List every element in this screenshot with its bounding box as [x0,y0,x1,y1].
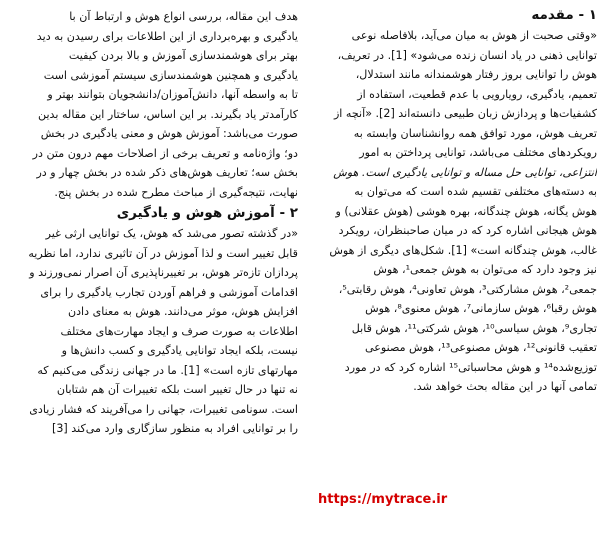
paragraph-line: هوش رقبا⁶، هوش سازمانی⁷، هوش معنوی⁸، هوش [365,302,597,315]
paragraph-line: پردازان تازه‌تر هوش، بر تغییرناپذیری آن اصرار نمی‌ورزند و [29,266,298,279]
paragraph-line: هوش یگانه، هوش چندگانه، بهره هوشی (هوش عقلانی) و [335,204,597,218]
paragraph-line: بهتر برای هوشمندسازی آموزش و بالا بردن کیفیت [68,49,298,62]
paragraph-line: هوش را توانایی بروز رفتار هوشمندانه مانند استدلال، [355,68,597,81]
paragraph-line: هوش هیجانی اشاره کرد که در میان صاحبنظران، رویکرد [338,224,597,237]
paragraph-line: مهارتهای تازه است» [1]. ما در جهانی زندگی می‌کنیم که [37,363,298,377]
paragraph-line: را بر توانایی افراد به منظور سازگاری وارد می‌کند [3] [52,422,298,435]
paragraph-line: نیست، بلکه ایجاد توانایی یادگیری و کسب دانش‌ها و [61,344,298,357]
paragraph-line: تمامی آنها در این مقاله بحث خواهد شد. [413,380,597,393]
paragraph-line: قابل تغییر است و لذا آموزش در آن تاثیری ندارد، اما نظریه‌ [28,246,298,260]
paragraph-line: کارآمدتر یاد بگیرند. بر این اساس، ساختار این مقاله بدین [38,107,298,121]
paragraph-line: «در گذشته تصور می‌شد که هوش، یک توانایی ارثی غیر [45,227,298,240]
paragraph-line: اقدامات آموزشی و فراهم آوردن تجارب یادگیری را برای [40,285,298,299]
paragraph-line: جمعی²، هوش مشارکتی³، هوش تعاونی⁴، هوش رقابتی⁵، [338,282,597,296]
right-column [307,0,597,533]
paragraph-line: تعریف هوش، مورد توافق همه روانشناسان وابسته به [353,126,597,140]
paragraph-line: انتزاعی، توانایی حل مساله و توانایی یادگیری است. هوش [333,165,597,179]
section-1-heading: ۱ - مقدمه [531,7,597,23]
paragraph-line: هدف این مقاله، بررسی انواع هوش و ارتباط آن با [69,10,298,23]
paragraph-line: رویکردهای مختلف می‌باشد، توانایی پرداختن به امور [359,146,597,159]
watermark-url-link[interactable]: https://mytrace.ir [318,492,448,507]
paragraph-line: دو؛ واژه‌نامه و تعریف برخی از اصلاحات مهم درون متن در [32,146,298,160]
left-column [0,0,298,533]
paragraph-line: کشفیات‌ها و پردازش زبان طبیعی دانسته‌اند [2]. «آنچه از [333,107,597,120]
section-2-heading: ۲ - آموزش هوش و یادگیری [116,205,298,221]
paragraph-line: یادگیری و بهره‌برداری از این اطلاعات برای رسیدن به دید [36,29,298,43]
paragraph-line: تا به واسطه آنها، دانش‌آموزان/دانشجویان بتوانند بهتر و [47,88,298,101]
paragraph-line: افزایش هوش، موثر می‌دانند. هوش به معنای دادن [67,305,298,318]
paragraph-line: بخش سه؛ تعاریف هوش‌های ذکر شده در بخش چهار و در [36,166,298,179]
paragraph-line: یادگیری و همچنین هوشمندسازی سیستم آموزشی است [43,68,298,82]
paragraph-line: است. سونامی تغییرات، جهانی را می‌آفریند که فشار زیادی [29,402,298,416]
paragraph-line: تعمیم، یادگیری، رویارویی با عدم قطعیت، استفاده از [357,87,597,101]
paragraph-line: صورت می‌باشد: آموزش هوش و معنی یادگیری در بخش [40,127,298,140]
paragraph-line: «وقتی صحبت از هوش به میان می‌آید، بلافاصله نوعی [351,29,597,42]
paragraph-line: به دسته‌های مختلفی تقسیم شده است که می‌توان به [354,185,597,198]
paragraph-line: نهایت، نتیجه‌گیری از مباحث مطرح شده در بخش پنج. [54,185,298,199]
paragraph-line: تعقیب قانونی¹²، هوش مصنوعی¹³، هوش مصنوعی [365,341,597,354]
paragraph-line: توزیع‌شده¹⁴ و هوش محاسباتی¹⁵ اشاره کرد که در مورد [344,360,597,374]
paragraph-line: توانایی ذهنی در یاد انسان زنده می‌شود» [1]. در تعریف، [337,48,597,62]
paragraph-line: نیز وجود دارد که می‌توان به هوش جمعی¹، هوش [373,263,597,276]
paragraph-line: غالب، هوش چندگانه است» [1]. شکل‌های دیگری از هوش [329,243,597,257]
paragraph-line: تجاری⁹، هوش سیاسی¹⁰، هوش شرکتی¹¹، هوش قابل [351,321,597,335]
paragraph-line: اطلاعات به صورت صرف و ایجاد مهارت‌های مختلف [60,324,298,338]
paragraph-line: نه تنها در حال تغییر است بلکه تغییرات آن هم شتابان [56,383,298,396]
